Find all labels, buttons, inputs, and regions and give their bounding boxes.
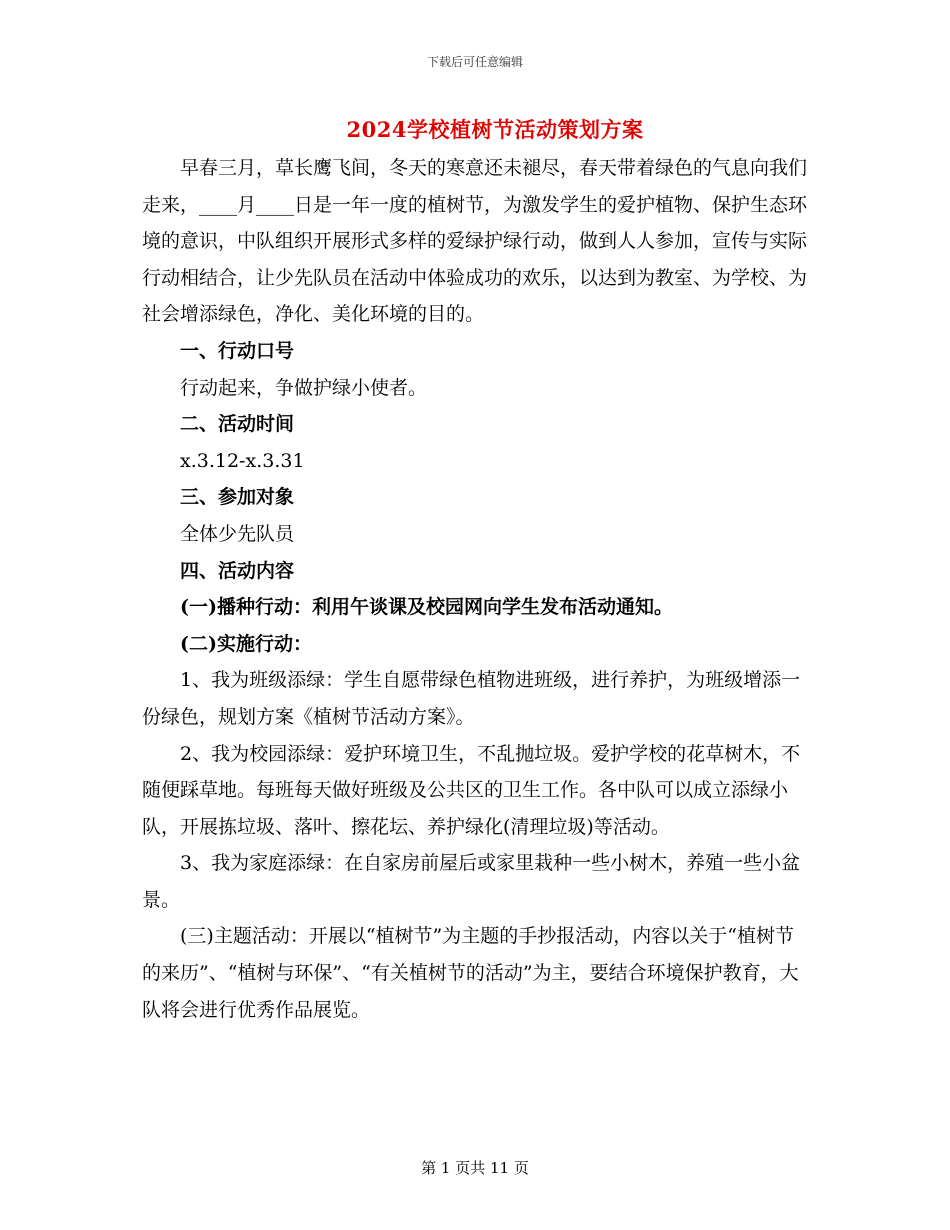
- subsection-sowing: (一)播种行动：利用午谈课及校园网向学生发布活动通知。: [180, 596, 673, 619]
- list-item-class: 1、我为班级添绿：学生自愿带绿色植物进班级，进行养护，为班级增添一份绿色，规划方案《植树节活动方案》。: [142, 669, 801, 728]
- list-item-home: 3、我为家庭添绿：在自家房前屋后或家里栽种一些小树木，养殖一些小盆景。: [142, 852, 801, 911]
- subsection-implementation: (二)实施行动：: [180, 632, 312, 655]
- participants-text: 全体少先队员: [180, 522, 295, 545]
- document-title: 2024学校植树节活动策划方案: [346, 117, 644, 142]
- page-header: 下载后可任意编辑: [426, 55, 523, 69]
- section-heading-content: 四、活动内容: [180, 559, 295, 582]
- section-heading-time: 二、活动时间: [180, 413, 295, 436]
- list-item-campus: 2、我为校园添绿：爱护环境卫生，不乱抛垃圾。爱护学校的花草树木，不随便踩草地。每班每天做好班级及公共区的卫生工作。各中队可以成立添绿小队，开展拣垃圾、落叶、擦花坛、养护绿化(清理垃圾)等活动。: [142, 742, 801, 838]
- intro-paragraph: 早春三月，草长鹰飞间，冬天的寒意还未褪尽，春天带着绿色的气息向我们走来，____月____日是一年一度的植树节，为激发学生的爱护植物、保护生态环境的意识，中队组织开展形式多样的爱绿护绿行动，做到人人参加，宣传与实际行动相结合，让少先队员在活动中体验成功的欢乐，以达到为教室、为学校、为社会增添绿色，净化、美化环境的目的。: [142, 157, 808, 326]
- time-text: x.3.12-x.3.31: [180, 449, 305, 472]
- subsection-theme: (三)主题活动：开展以“植树节”为主题的手抄报活动，内容以关于“植树节的来历”、“植树与环保”、“有关植树节的活动”为主，要结合环境保护教育，大队将会进行优秀作品展览。: [142, 925, 799, 1021]
- section-heading-participants: 三、参加对象: [180, 486, 295, 509]
- page-number: 第 1 页共 11 页: [421, 1159, 529, 1177]
- document-body: [142, 150, 810, 1028]
- slogan-text: 行动起来，争做护绿小使者。: [180, 376, 428, 399]
- section-heading-slogan: 一、行动口号: [180, 339, 295, 362]
